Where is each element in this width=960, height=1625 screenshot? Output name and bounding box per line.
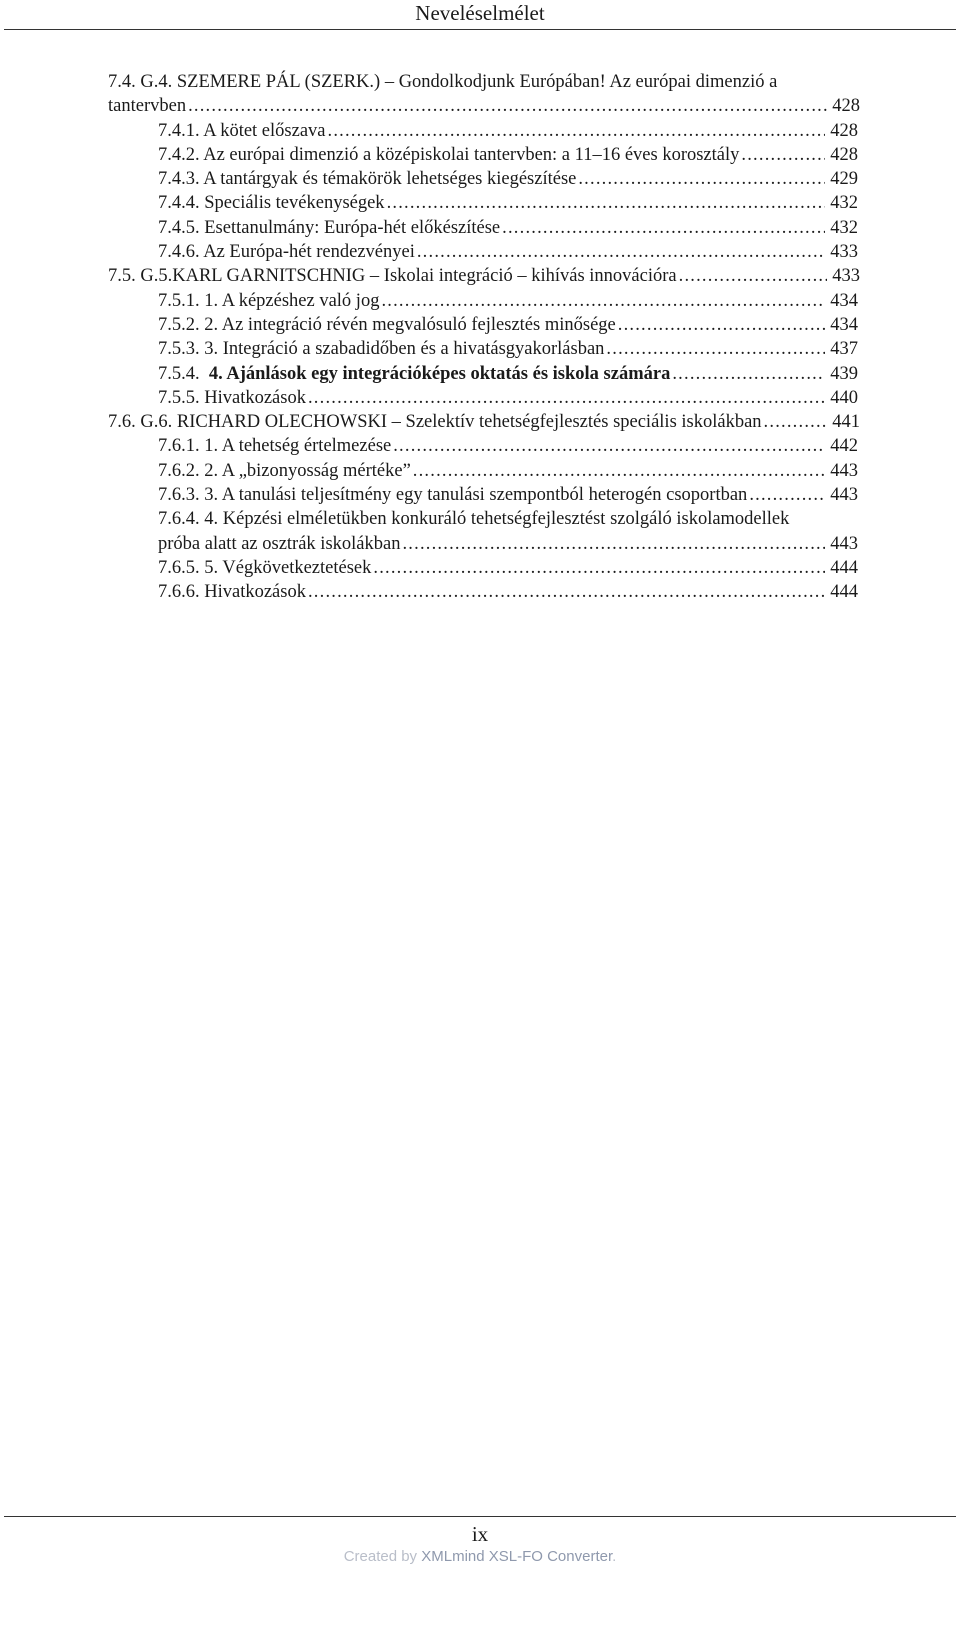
toc-page-number: 443 <box>830 460 858 481</box>
toc-entry-line <box>108 264 860 288</box>
toc-entry-line <box>158 483 858 507</box>
toc-page-number: 433 <box>830 242 858 263</box>
toc-leader-dots <box>402 532 825 556</box>
toc-leader-dots <box>413 459 825 483</box>
toc-entry-title: 7.4. G.4. SZEMERE PÁL (SZERK.) – Gondolkodjunk Európában! Az európai dimenzió a <box>108 72 778 92</box>
toc-leader-dots <box>606 337 825 361</box>
toc-entry[interactable] <box>0 70 960 119</box>
toc-entry-title: 7.5.4. <box>158 363 200 384</box>
table-of-contents <box>0 70 960 605</box>
toc-entry-line <box>158 362 858 386</box>
toc-page-number: 428 <box>830 144 858 165</box>
toc-page-number: 439 <box>830 363 858 384</box>
page-number: ix <box>471 1522 489 1546</box>
header-divider <box>4 29 956 30</box>
toc-entry[interactable] <box>0 580 960 604</box>
toc-page-number: 440 <box>830 387 858 408</box>
toc-entry[interactable] <box>0 386 960 410</box>
toc-leader-dots <box>373 556 825 580</box>
toc-leader-dots <box>188 94 827 118</box>
toc-entry-line <box>158 434 858 458</box>
toc-leader-dots <box>387 191 825 215</box>
toc-entry[interactable] <box>0 167 960 191</box>
converter-credit <box>0 1547 960 1567</box>
toc-entry-title: 7.6.1. 1. A tehetség értelmezése <box>158 436 392 457</box>
toc-entry-title-continuation: próba alatt az osztrák iskolákban <box>158 533 401 554</box>
toc-entry-line <box>158 167 858 191</box>
toc-entry[interactable] <box>0 337 960 361</box>
toc-entry-line <box>158 556 858 580</box>
footer-divider <box>4 1516 956 1517</box>
toc-leader-dots <box>393 434 825 458</box>
toc-leader-dots <box>502 216 825 240</box>
toc-entry-line <box>158 289 858 313</box>
toc-entry[interactable] <box>0 289 960 313</box>
toc-entry-title: 7.4.4. Speciális tevékenységek <box>158 193 385 214</box>
toc-page-number: 437 <box>830 339 858 360</box>
toc-entry-title: 7.4.3. A tantárgyak és témakörök lehetséges kiegészítése <box>158 169 577 190</box>
toc-entry-line <box>158 143 858 167</box>
toc-entry-title: 7.6. G.6. RICHARD OLECHOWSKI – Szelektív tehetségfejlesztés speciális iskolákban <box>108 412 762 433</box>
toc-entry-title: 7.6.5. 5. Végkövetkeztetések <box>158 557 372 578</box>
toc-page-number: 433 <box>832 266 860 287</box>
toc-page-number: 434 <box>830 290 858 311</box>
toc-leader-dots <box>578 167 825 191</box>
page-header-title: Neveléselmélet <box>415 1 545 25</box>
toc-page-number: 444 <box>830 582 858 603</box>
toc-entry-line <box>158 191 858 215</box>
toc-entry-line <box>158 337 858 361</box>
toc-leader-dots <box>672 362 825 386</box>
toc-entry-title: 7.4.1. A kötet előszava <box>158 120 326 141</box>
toc-page-number: 443 <box>830 533 858 554</box>
toc-entry-title: 7.4.2. Az európai dimenzió a középiskolai tantervben: a 11–16 éves korosztály <box>158 144 740 165</box>
toc-page-number: 434 <box>830 314 858 335</box>
credit-brand-link[interactable]: XMLmind XSL-FO Converter <box>421 1548 613 1565</box>
toc-entry[interactable] <box>0 313 960 337</box>
toc-entry-title: 7.5. G.5.KARL GARNITSCHNIG – Iskolai integráció – kihívás innovációra <box>108 266 677 287</box>
toc-entry[interactable] <box>0 459 960 483</box>
toc-page-number: 428 <box>830 120 858 141</box>
toc-leader-dots <box>749 483 825 507</box>
toc-entry[interactable] <box>0 483 960 507</box>
toc-page-number: 429 <box>830 169 858 190</box>
toc-entry[interactable] <box>0 216 960 240</box>
toc-entry-title: 7.4.5. Esettanulmány: Európa-hét előkészítése <box>158 217 501 238</box>
toc-entry-title: 7.6.4. 4. Képzési elméletükben konkuráló tehetségfejlesztést szolgáló iskolamodellek <box>158 509 790 530</box>
toc-entry-title: 7.5.5. Hivatkozások <box>158 387 306 408</box>
toc-entry-title: 7.6.6. Hivatkozások <box>158 582 306 603</box>
toc-entry-title: 7.4.6. Az Európa-hét rendezvényei <box>158 242 415 263</box>
toc-entry-title-continuation: tantervben <box>108 96 187 117</box>
toc-leader-dots <box>308 386 825 410</box>
toc-entry[interactable] <box>0 191 960 215</box>
toc-entry-continuation-line <box>158 532 858 556</box>
toc-leader-dots <box>764 410 827 434</box>
toc-entry[interactable] <box>0 410 960 434</box>
toc-leader-dots <box>417 240 825 264</box>
toc-page-number: 444 <box>830 557 858 578</box>
toc-page-number: 443 <box>830 485 858 506</box>
toc-entry-line <box>158 313 858 337</box>
toc-entry[interactable] <box>0 362 960 386</box>
toc-leader-dots <box>328 119 826 143</box>
toc-entry-title: 7.5.2. 2. Az integráció révén megvalósuló fejlesztés minősége <box>158 314 616 335</box>
toc-entry-title: 7.6.2. 2. A „bizonyosság mértéke” <box>158 460 411 481</box>
credit-suffix: . <box>612 1548 617 1565</box>
toc-page-number: 441 <box>832 412 860 433</box>
toc-entry-title-bold: 4. Ajánlások egy integrációképes oktatás és iskola számára <box>208 363 671 384</box>
toc-entry[interactable] <box>0 240 960 264</box>
toc-entry[interactable] <box>0 434 960 458</box>
toc-entry[interactable] <box>0 119 960 143</box>
toc-leader-dots <box>741 143 825 167</box>
toc-entry-line <box>158 240 858 264</box>
toc-entry-line <box>108 70 860 94</box>
toc-entry[interactable] <box>0 556 960 580</box>
toc-page-number: 432 <box>830 193 858 214</box>
toc-page-number: 428 <box>832 96 860 117</box>
toc-entry-line <box>158 119 858 143</box>
toc-entry-line <box>158 507 858 531</box>
toc-entry-line <box>108 410 860 434</box>
toc-entry-line <box>158 580 858 604</box>
toc-entry-title: 7.5.1. 1. A képzéshez való jog <box>158 290 380 311</box>
toc-entry[interactable] <box>0 264 960 288</box>
toc-leader-dots <box>308 580 825 604</box>
credit-prefix: Created by <box>343 1548 422 1565</box>
toc-entry[interactable] <box>0 143 960 167</box>
toc-leader-dots <box>618 313 825 337</box>
toc-leader-dots <box>381 289 825 313</box>
toc-page-number: 432 <box>830 217 858 238</box>
toc-entry[interactable] <box>0 507 960 556</box>
toc-entry-title: 7.5.3. 3. Integráció a szabadidőben és a hivatásgyakorlásban <box>158 339 605 360</box>
toc-entry-line <box>158 386 858 410</box>
toc-page-number: 442 <box>830 436 858 457</box>
toc-entry-continuation-line <box>108 94 860 118</box>
toc-leader-dots <box>679 264 827 288</box>
toc-entry-line <box>158 216 858 240</box>
toc-entry-title: 7.6.3. 3. A tanulási teljesítmény egy tanulási szempontból heterogén csoportban <box>158 485 748 506</box>
toc-entry-line <box>158 459 858 483</box>
